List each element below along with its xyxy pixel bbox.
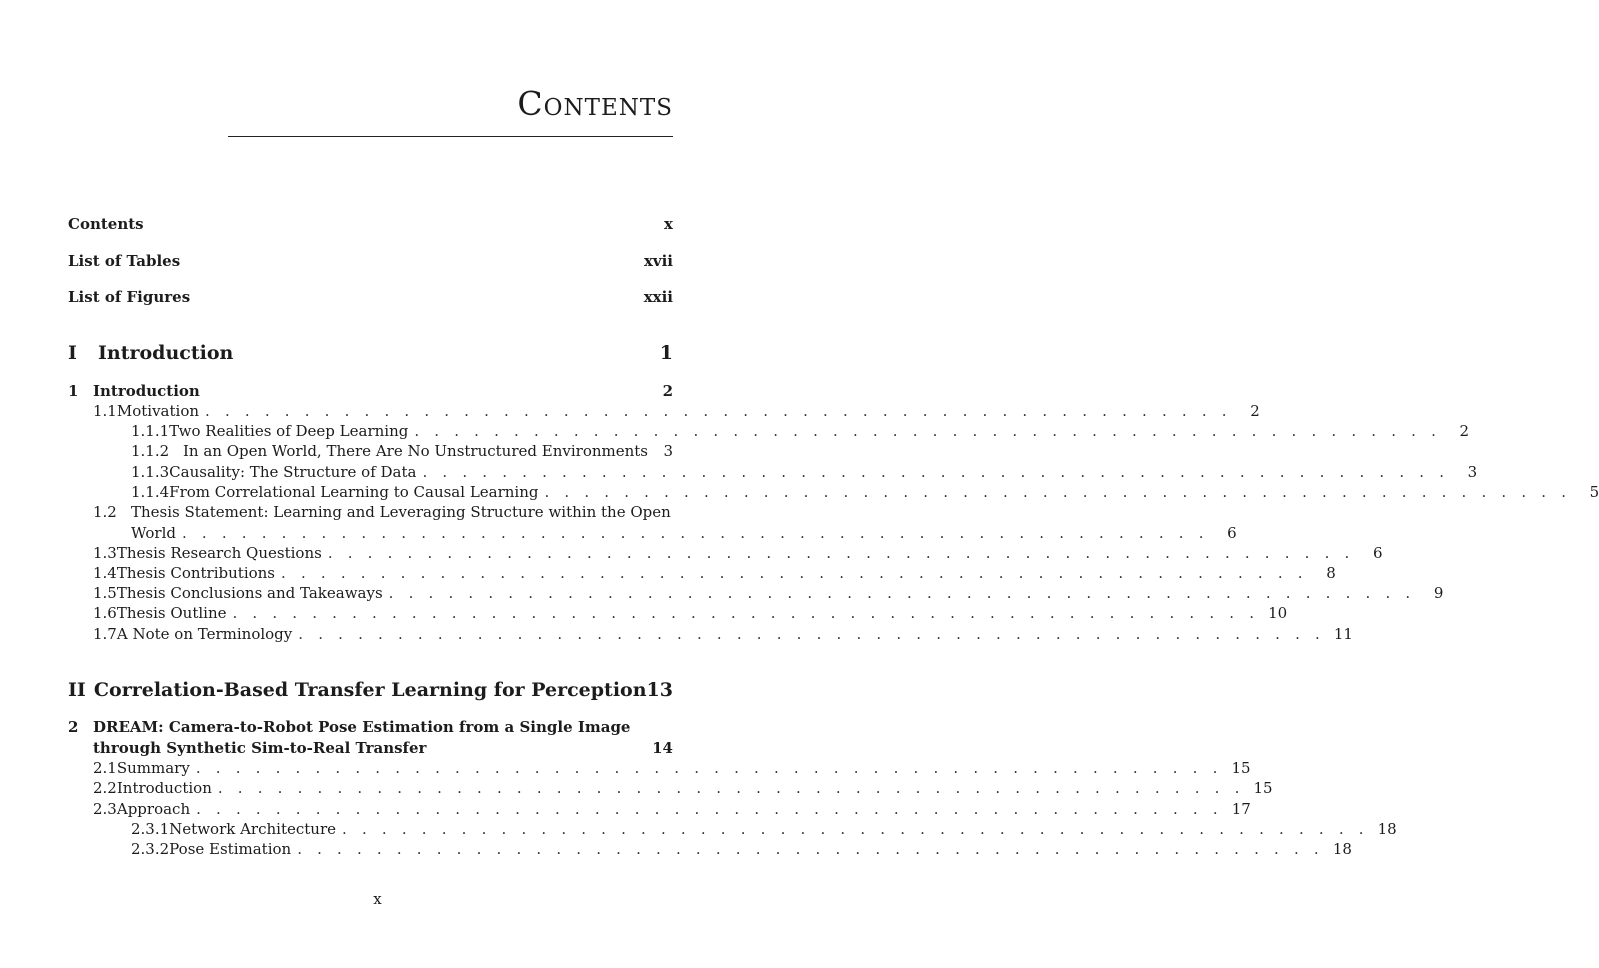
toc-leader: . . . . . . . . . . . . . . . . . . . . . . . . . . . . . . . . . . . . . . . . . . . . . . . . . . . .	[205, 402, 1232, 420]
toc-chapter-label: DREAM: Camera-to-Robot Pose Estimation from a Single Image	[93, 718, 631, 736]
toc-section-number: 2.3	[93, 800, 117, 818]
toc-leader: . . . . . . . . . . . . . . . . . . . . . . . . . . . . . . . . . . . . . . . . . . . . . . . . . . . .	[298, 625, 1325, 643]
toc-subsection-label: From Correlational Learning to Causal Learning	[169, 483, 539, 501]
toc-chapter[interactable]	[68, 717, 673, 737]
toc-subsection-number: 1.1.1	[131, 422, 170, 440]
toc-subsection-number: 1.1.4	[131, 483, 170, 501]
toc-section-label: Thesis Research Questions	[116, 544, 322, 562]
toc-leader: . . . . . . . . . . . . . . . . . . . . . . . . . . . . . . . . . . . . . . . . . . . . . . . . . . . .	[414, 422, 1442, 440]
toc-section-label: Thesis Conclusions and Takeaways	[116, 584, 383, 602]
toc-part-number: I	[68, 342, 77, 364]
toc-chapter-continuation[interactable]	[68, 738, 673, 758]
toc-part-number: II	[68, 679, 86, 701]
toc-section-label: Introduction	[116, 779, 212, 797]
toc-leader: . . . . . . . . . . . . . . . . . . . . . . . . . . . . . . . . . . . . . . . . . . . . . . . . . . . .	[232, 604, 1260, 622]
toc-leader: . . . . . . . . . . . . . . . . . . . . . . . . . . . . . . . . . . . . . . . . . . . . . . . . . . . .	[422, 463, 1450, 481]
toc-subsection-number: 2.3.2	[131, 840, 170, 858]
toc-section-page: 15	[1253, 779, 1273, 797]
toc-section-number: 2.1	[93, 759, 117, 777]
toc-chapter-number: 2	[68, 718, 79, 736]
toc-leader: . . . . . . . . . . . . . . . . . . . . . . . . . . . . . . . . . . . . . . . . . . . . . . . . . . . .	[388, 584, 1416, 602]
toc-subsection-label: Two Realities of Deep Learning	[169, 422, 409, 440]
toc-subsection-page: 2	[1459, 422, 1470, 440]
toc-entry-label: Contents	[68, 215, 144, 233]
toc-section-page: 6	[1227, 524, 1237, 542]
toc-section-label: Thesis Statement: Learning and Leveraging Structure within the Open	[131, 503, 671, 521]
toc-part[interactable]	[68, 341, 673, 365]
toc-subsection[interactable]	[68, 441, 673, 461]
toc-section-number: 1.3	[93, 544, 117, 562]
toc-entry-label: List of Tables	[68, 252, 181, 270]
toc-section-number: 1.4	[93, 564, 117, 582]
toc-section[interactable]	[68, 583, 1444, 603]
toc-subsection-label: Causality: The Structure of Data	[169, 463, 417, 481]
toc-section-page: 8	[1326, 564, 1336, 582]
toc-section[interactable]	[68, 401, 1260, 421]
toc-section[interactable]	[68, 502, 673, 522]
toc-subsection[interactable]	[68, 482, 1599, 502]
toc-section-label: Motivation	[116, 402, 200, 420]
toc-subsection[interactable]	[68, 839, 1352, 859]
toc-section-page: 10	[1268, 604, 1288, 622]
toc-subsection-number: 1.1.3	[131, 463, 170, 481]
toc-subsection-number: 1.1.2	[131, 442, 170, 460]
toc-part-label: Introduction	[98, 342, 234, 364]
toc-section-page: 2	[1250, 402, 1260, 420]
toc-section-label: A Note on Terminology	[116, 625, 293, 643]
toc-section-page: 9	[1433, 584, 1444, 602]
toc-subsection-label: In an Open World, There Are No Unstructured Environments	[183, 442, 648, 460]
toc-part-page: 13	[646, 679, 673, 701]
toc-section-number: 1.6	[93, 604, 117, 622]
toc-entry-page: x	[664, 215, 673, 233]
toc-section-page: 6	[1372, 544, 1383, 562]
toc-leader: . . . . . . . . . . . . . . . . . . . . . . . . . . . . . . . . . . . . . . . . . . . . . . . . . . . .	[182, 524, 1209, 542]
toc-section-label-continued: World	[131, 524, 176, 542]
toc-chapter-number: 1	[68, 382, 79, 400]
toc-leader: . . . . . . . . . . . . . . . . . . . . . . . . . . . . . . . . . . . . . . . . . . . . . . . . . . . .	[544, 483, 1572, 501]
toc-entry[interactable]	[68, 251, 673, 271]
toc-chapter-page: 14	[652, 739, 673, 757]
toc-section[interactable]	[68, 543, 1383, 563]
toc-leader: . . . . . . . . . . . . . . . . . . . . . . . . . . . . . . . . . . . . . . . . . . . . . . . . . . . .	[217, 779, 1245, 797]
toc-subsection-page: 5	[1589, 483, 1599, 501]
toc-subsection-page: 3	[1467, 463, 1478, 481]
footer-page-number: x	[373, 890, 382, 908]
toc-subsection[interactable]	[68, 421, 1470, 441]
toc-section-page: 15	[1231, 759, 1251, 777]
toc-section-label: Thesis Outline	[116, 604, 227, 622]
toc-leader: . . . . . . . . . . . . . . . . . . . . . . . . . . . . . . . . . . . . . . . . . . . . . . . . . . . .	[297, 840, 1324, 858]
toc-leader: . . . . . . . . . . . . . . . . . . . . . . . . . . . . . . . . . . . . . . . . . . . . . . . . . . . .	[196, 800, 1223, 818]
toc-leader: . . . . . . . . . . . . . . . . . . . . . . . . . . . . . . . . . . . . . . . . . . . . . . . . . . . .	[342, 820, 1369, 838]
toc-leader: . . . . . . . . . . . . . . . . . . . . . . . . . . . . . . . . . . . . . . . . . . . . . . . . . . . .	[281, 564, 1308, 582]
toc-subsection-number: 2.3.1	[131, 820, 170, 838]
toc-subsection[interactable]	[68, 462, 1478, 482]
toc-section[interactable]	[68, 563, 1336, 583]
toc-subsection-page: 18	[1377, 820, 1397, 838]
toc-chapter-label: Introduction	[93, 382, 200, 400]
toc-section-page: 11	[1333, 625, 1353, 643]
page-title: Contents	[517, 84, 673, 123]
toc-section-number: 2.2	[93, 779, 117, 797]
toc-subsection-page: 3	[663, 442, 673, 460]
toc-section-number: 1.1	[93, 402, 117, 420]
title-rule	[228, 136, 673, 137]
toc-part-page: 1	[659, 342, 673, 364]
toc-section[interactable]	[68, 799, 1251, 819]
toc-section-label: Approach	[116, 800, 191, 818]
toc-entry[interactable]	[68, 287, 673, 307]
toc-section[interactable]	[68, 603, 1288, 623]
toc-section-number: 1.5	[93, 584, 117, 602]
toc-section[interactable]	[68, 778, 1273, 798]
toc-entry-label: List of Figures	[68, 288, 191, 306]
toc-part[interactable]	[68, 678, 673, 702]
toc-entry[interactable]	[68, 214, 673, 234]
toc-part-label: Correlation-Based Transfer Learning for Perception	[93, 679, 647, 701]
toc-chapter-label-continued: through Synthetic Sim-to-Real Transfer	[93, 739, 427, 757]
toc-section-page: 17	[1231, 800, 1251, 818]
toc-subsection-label: Network Architecture	[169, 820, 337, 838]
toc-section-number: 1.7	[93, 625, 117, 643]
toc-entry-page: xxii	[643, 288, 673, 306]
toc-section-label: Thesis Contributions	[116, 564, 276, 582]
toc-section[interactable]	[68, 758, 1251, 778]
toc-subsection-label: Pose Estimation	[169, 840, 292, 858]
toc-subsection-page: 18	[1332, 840, 1352, 858]
toc-chapter[interactable]	[68, 381, 673, 401]
toc-section-continuation[interactable]	[68, 523, 1237, 543]
toc-subsection[interactable]	[68, 819, 1397, 839]
toc-leader: . . . . . . . . . . . . . . . . . . . . . . . . . . . . . . . . . . . . . . . . . . . . . . . . . . . .	[195, 759, 1223, 777]
toc-entry-page: xvii	[643, 252, 673, 270]
toc-leader: . . . . . . . . . . . . . . . . . . . . . . . . . . . . . . . . . . . . . . . . . . . . . . . . . . . .	[327, 544, 1355, 562]
toc-section-number: 1.2	[93, 503, 117, 521]
toc-section-label: Summary	[116, 759, 190, 777]
toc-section[interactable]	[68, 624, 1353, 644]
toc-chapter-page: 2	[662, 382, 673, 400]
